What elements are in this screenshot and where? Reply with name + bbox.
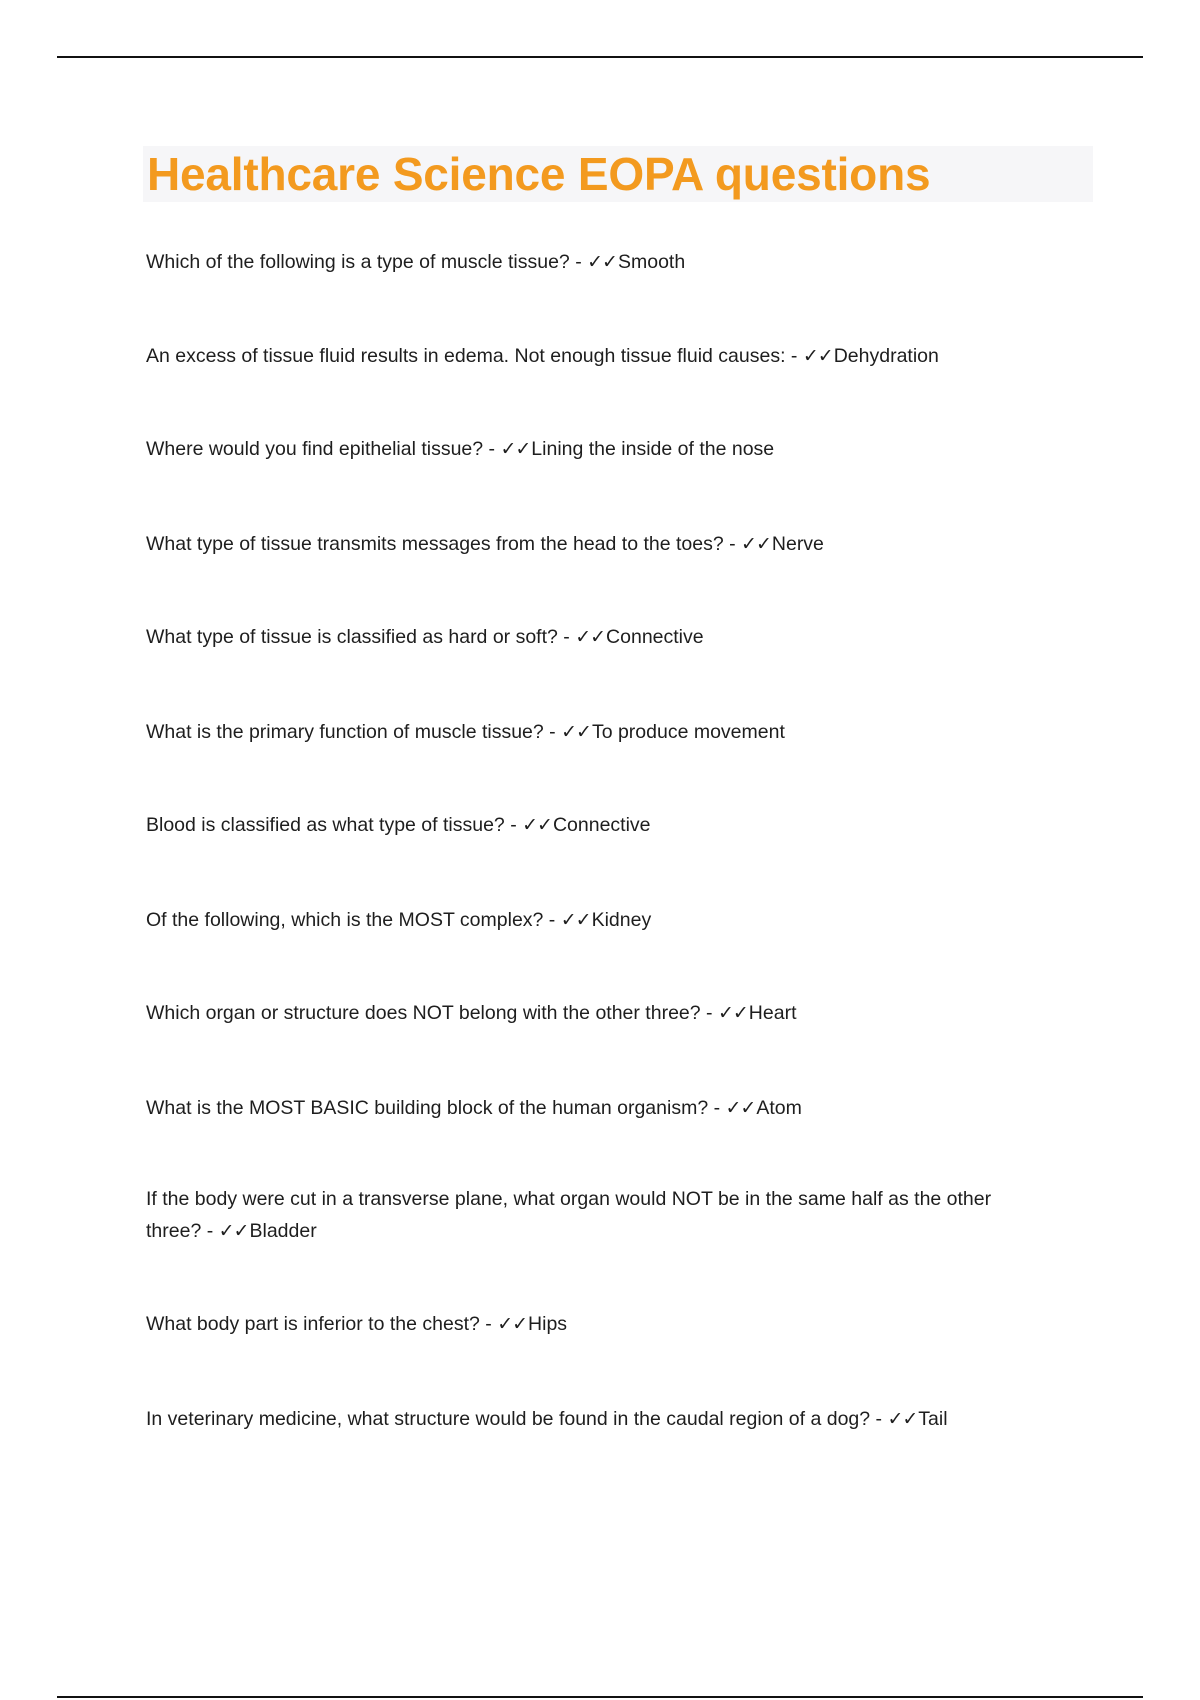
question: What is the primary function of muscle tissue? <box>146 721 544 743</box>
double-check-icon: ✓✓ <box>741 533 771 555</box>
answer: Dehydration <box>833 345 939 367</box>
double-check-icon: ✓✓ <box>802 345 833 367</box>
answer: Lining the inside of the nose <box>531 438 775 460</box>
question: Which of the following is a type of muscle tissue? <box>146 251 570 273</box>
separator: - <box>870 1408 888 1430</box>
qa-item-9 <box>146 997 1046 1029</box>
answer: Bladder <box>249 1220 317 1242</box>
answer: Atom <box>756 1097 802 1119</box>
qa-item-12 <box>146 1308 1046 1340</box>
answer: Hips <box>528 1313 568 1335</box>
separator: - <box>700 1002 718 1024</box>
separator: - <box>543 721 562 743</box>
qa-item-13 <box>146 1403 1046 1435</box>
double-check-icon: ✓✓ <box>587 251 617 273</box>
answer: Tail <box>918 1408 948 1430</box>
qa-item-8 <box>146 904 1046 936</box>
question: An excess of tissue fluid results in edema. Not enough tissue fluid causes: <box>146 345 786 367</box>
separator: - <box>557 626 576 648</box>
answer: Heart <box>748 1002 797 1024</box>
separator: - <box>504 814 523 836</box>
question: In veterinary medicine, what structure would be found in the caudal region of a dog? <box>146 1408 871 1430</box>
double-check-icon: ✓✓ <box>218 1220 249 1242</box>
answer: Connective <box>552 814 651 836</box>
question: If the body were cut in a transverse plane, what organ would NOT be in the same half as the other three? <box>146 1188 992 1242</box>
top-rule <box>57 56 1143 58</box>
separator: - <box>785 345 803 367</box>
question: What is the MOST BASIC building block of the human organism? <box>146 1097 709 1119</box>
double-check-icon: ✓✓ <box>717 1002 748 1024</box>
qa-item-3 <box>146 433 1046 465</box>
qa-item-5 <box>146 621 1046 653</box>
double-check-icon: ✓✓ <box>522 814 552 836</box>
bottom-rule <box>57 1696 1143 1698</box>
separator: - <box>569 251 588 273</box>
separator: - <box>483 438 501 460</box>
question: Blood is classified as what type of tissue? <box>146 814 505 836</box>
question: Where would you find epithelial tissue? <box>146 438 484 460</box>
question: What type of tissue transmits messages from the head to the toes? <box>146 533 724 555</box>
question: Of the following, which is the MOST complex? <box>146 909 544 931</box>
double-check-icon: ✓✓ <box>561 721 591 743</box>
double-check-icon: ✓✓ <box>560 909 591 931</box>
qa-item-4 <box>146 528 1046 560</box>
separator: - <box>708 1097 726 1119</box>
document-title: Healthcare Science EOPA questions <box>147 148 931 200</box>
qa-item-11 <box>146 1183 1046 1247</box>
qa-item-10 <box>146 1092 1046 1124</box>
question: What body part is inferior to the chest? <box>146 1313 480 1335</box>
double-check-icon: ✓✓ <box>725 1097 756 1119</box>
double-check-icon: ✓✓ <box>575 626 606 648</box>
qa-item-6 <box>146 716 1046 748</box>
question: What type of tissue is classified as hard or soft? <box>146 626 558 648</box>
answer: Connective <box>606 626 704 648</box>
qa-item-2 <box>146 340 1046 372</box>
separator: - <box>543 909 561 931</box>
double-check-icon: ✓✓ <box>500 438 531 460</box>
separator: - <box>201 1220 219 1242</box>
answer: Nerve <box>771 533 824 555</box>
separator: - <box>723 533 742 555</box>
double-check-icon: ✓✓ <box>887 1408 918 1430</box>
qa-item-1 <box>146 246 1046 278</box>
double-check-icon: ✓✓ <box>497 1313 528 1335</box>
qa-item-7 <box>146 809 1046 841</box>
question: Which organ or structure does NOT belong with the other three? <box>146 1002 701 1024</box>
separator: - <box>479 1313 498 1335</box>
answer: To produce movement <box>591 721 785 743</box>
answer: Kidney <box>591 909 652 931</box>
answer: Smooth <box>617 251 686 273</box>
